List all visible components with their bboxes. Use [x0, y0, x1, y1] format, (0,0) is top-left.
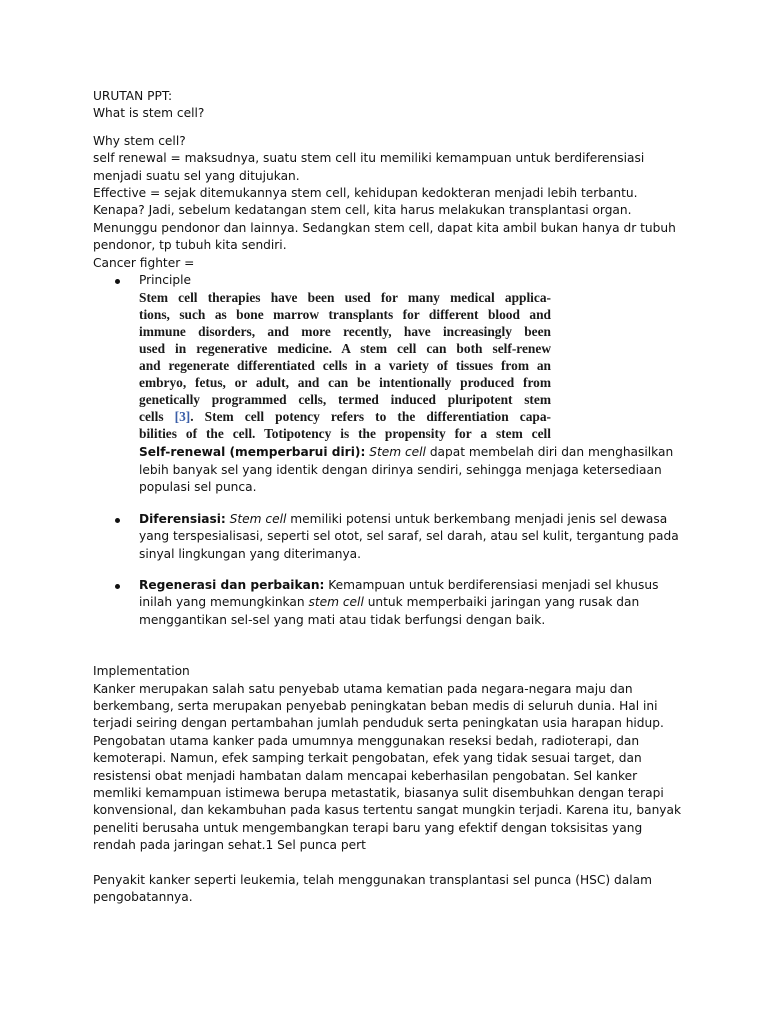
implementation-leukemia: Penyakit kanker seperti leukemia, telah menggunakan transplantasi sel punca (HSC) dalam pengobatannya.: [93, 872, 652, 904]
excerpt-line: immune disorders, and more recently, have increasingly been: [139, 324, 551, 340]
diferensiasi-text: memiliki potensi untuk berkembang menjadi jenis sel dewasa yang terspesialisasi, seperti sel otot, sel saraf, sel darah, atau sel kulit, tergantung pada sinyal lingkungan yang diterimanya.: [139, 511, 679, 561]
implementation-title: Implementation: [93, 664, 190, 679]
bullet-diferensiasi: [93, 511, 683, 563]
principle-label: Principle: [139, 273, 191, 288]
diferensiasi-term: Stem cell: [229, 511, 287, 526]
diferensiasi-label: Diferensiasi:: [139, 511, 226, 526]
excerpt-line: and regenerate differentiated cells in a variety of tissues from an: [139, 358, 551, 374]
self-renewal-text: dapat membelah diri dan menghasilkan lebih banyak sel yang identik dengan dirinya sendiri, sehingga menjaga ketersediaan populasi sel punca.: [139, 445, 674, 495]
heading-line-1: URUTAN PPT:: [93, 89, 173, 103]
bullet-dot-icon: [115, 584, 120, 589]
implementation-body: Kanker merupakan salah satu penyebab utama kematian pada negara-negara maju dan berkembang, serta merupakan penyebab peningkatan beban medis di seluruh dunia. Hal ini terjadi seiring dengan pertambahan jumlah penduduk serta peningkatan usia harapan hidup. Pengobatan utama kanker pada umumnya menggunakan reseksi bedah, radioterapi, dan kemoterapi. Namun, efek samping terkait pengobatan, efek yang tidak sesuai target, dan resistensi obat menjadi hambatan dalam mencapai keberhasilan pengobatan. Sel kanker memliki kemampuan istimewa berupa metastatik, biasanya sulit disembuhkan dengan terapi konvensional, dan kekambuhan pada kasus tertentu sangat mungkin terjadi. Karena itu, banyak peneliti berusaha untuk mengembangkan terapi baru yang efektif dengan toksisitas yang rendah pada jaringan sehat.1 Sel punca pert: [93, 681, 682, 853]
principle-excerpt-image: [139, 290, 551, 442]
bullet-dot-icon: [115, 279, 120, 284]
excerpt-line: tions, such as bone marrow transplants for different blood and: [139, 307, 551, 323]
citation-link[interactable]: [3]: [174, 408, 191, 424]
self-renewal-label: Self-renewal (memperbarui diri):: [139, 445, 366, 460]
why-self-renewal: self renewal = maksudnya, suatu stem cell itu memiliki kemampuan untuk berdiferensiasi menjadi suatu sel yang ditujukan.: [93, 151, 645, 183]
excerpt-line: genetically programmed cells, termed induced pluripotent stem: [139, 391, 551, 407]
excerpt-text: . Stem cell potency refers to the differentiation capa-: [190, 408, 551, 424]
why-effective: Effective = sejak ditemukannya stem cell, kehidupan kedokteran menjadi lebih terbantu. Kenapa? Jadi, sebelum kedatangan stem cell, kita harus melakukan transplantasi organ. Menunggu pendonor dan lainnya. Sedangkan stem cell, dapat kita ambil bukan hanya dr tubuh pendonor, tp tubuh kita sendiri.: [93, 186, 676, 253]
regenerasi-label: Regenerasi dan perbaikan:: [139, 577, 325, 592]
bullet-regenerasi: [93, 577, 683, 629]
bullet-principle: [93, 272, 683, 497]
bullet-list: [93, 272, 683, 629]
excerpt-line: bilities of the cell. Totipotency is the propensity for a stem cell: [139, 425, 551, 441]
document-page: [93, 88, 683, 906]
regenerasi-text-post: untuk memperbaiki jaringan yang rusak dan menggantikan sel-sel yang mati atau tidak berfungsi dengan baik.: [139, 595, 640, 627]
excerpt-line: embryo, fetus, or adult, and can be intentionally produced from: [139, 375, 551, 390]
excerpt-line: Stem cell therapies have been used for many medical applica-: [139, 290, 551, 306]
excerpt-line: used in regenerative medicine. A stem cell can both self-renew: [139, 341, 551, 357]
bullet-dot-icon: [115, 518, 120, 523]
regenerasi-text-pre: Kemampuan untuk berdiferensiasi menjadi sel khusus inilah yang memungkinkan: [139, 577, 659, 610]
heading-line-2: What is stem cell?: [93, 106, 205, 121]
excerpt-text: cells: [139, 408, 175, 424]
why-title: Why stem cell?: [93, 133, 186, 148]
regenerasi-term: stem cell: [308, 595, 364, 610]
self-renewal-term: Stem cell: [369, 445, 426, 460]
self-renewal-paragraph: [139, 444, 683, 496]
why-cancer-fighter: Cancer fighter =: [93, 255, 195, 270]
excerpt-line-citation: [139, 409, 551, 426]
